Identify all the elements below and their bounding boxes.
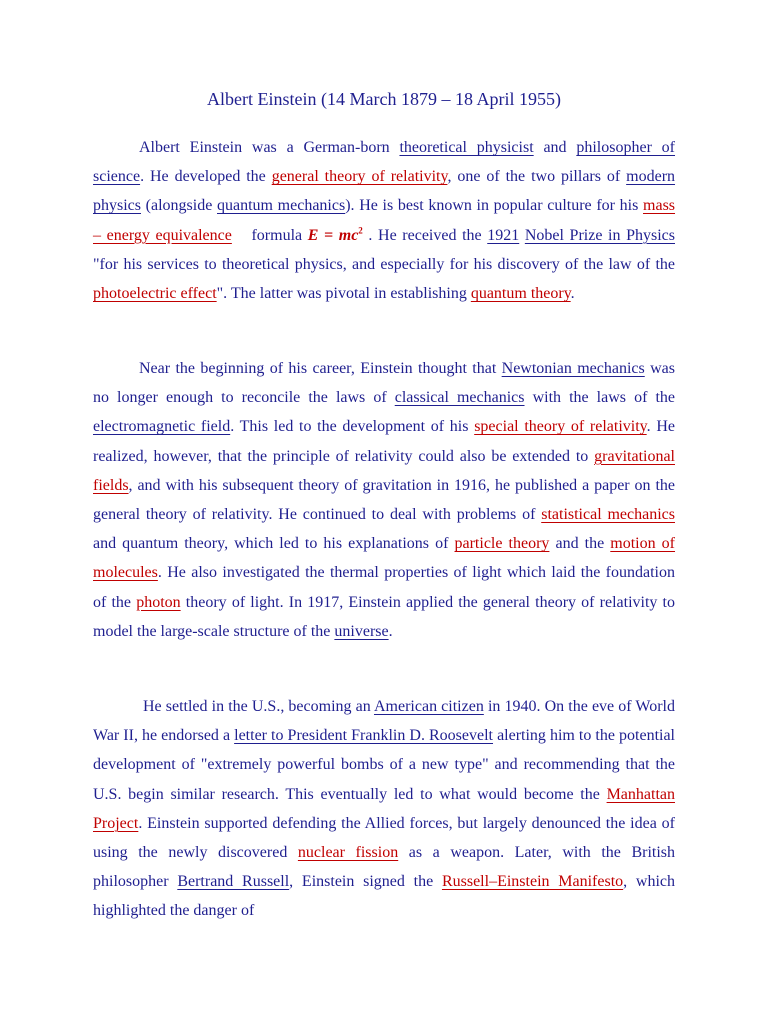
link-philosopher-of-science[interactable]: philosopher of science	[93, 139, 676, 186]
text: as a weapon. Later, with the British philosopher	[93, 844, 676, 891]
link-statistical-mechanics[interactable]: statistical mechanics	[541, 506, 675, 524]
paragraph-2	[93, 354, 675, 646]
text: . This led to the development of his	[230, 418, 475, 436]
equation-base: E = mc	[307, 226, 359, 244]
link-motion-of-molecules[interactable]: motion of molecules	[93, 535, 676, 582]
link-bertrand-russell[interactable]: Bertrand Russell	[177, 873, 290, 891]
text: .	[388, 622, 393, 640]
text: . Einstein supported defending the Allied forces, but largely denounced the idea of using the newly discovered	[93, 814, 675, 862]
link-particle-theory[interactable]: particle theory	[454, 535, 550, 553]
link-universe[interactable]: universe	[334, 622, 389, 640]
text: , Einstein signed the	[289, 873, 442, 891]
link-classical-mechanics[interactable]: classical mechanics	[394, 389, 525, 407]
link-general-relativity[interactable]: general theory of relativity	[271, 168, 448, 186]
text: He settled in the U.S., becoming an	[143, 698, 374, 715]
link-1921[interactable]: 1921	[487, 226, 520, 244]
text: , which highlighted the danger of	[93, 873, 675, 920]
link-manhattan-project[interactable]: Manhattan Project	[93, 785, 675, 832]
text: "for his services to theoretical physics, and especially for his discovery of the law of the	[93, 255, 675, 273]
text: . He also investigated the thermal properties of light which laid the foundation of the	[93, 564, 675, 611]
text: . He received the	[362, 226, 488, 244]
text: . He developed the	[140, 168, 272, 186]
link-quantum-theory[interactable]: quantum theory	[470, 285, 571, 303]
text: , and with his subsequent theory of gravitation in 1916, he published a paper on the general theory of relativity. He continued to deal with problems of	[93, 476, 675, 524]
text: and quantum theory, which led to his explanations of	[93, 535, 455, 553]
link-letter-to-roosevelt[interactable]: letter to President Franklin D. Roosevelt	[234, 727, 494, 745]
link-photon[interactable]: photon	[136, 593, 181, 611]
text: .	[570, 285, 575, 303]
paragraph-3	[93, 692, 675, 926]
text: theory of light. In 1917, Einstein applied the general theory of relativity to model the large-scale structure of the	[93, 593, 676, 640]
link-american-citizen[interactable]: American citizen	[373, 698, 484, 715]
link-nuclear-fission[interactable]: nuclear fission	[297, 844, 399, 862]
link-modern-physics[interactable]: modern physics	[93, 168, 676, 215]
text: alerting him to the potential development of "extremely powerful bombs of a new type" and recommending that the U.S. begin similar research. This eventually led to what would become the	[93, 727, 676, 803]
text: and the	[549, 535, 611, 553]
text: Near the beginning of his career, Einstein thought that	[139, 360, 502, 377]
link-quantum-mechanics[interactable]: quantum mechanics	[217, 197, 346, 215]
equation	[308, 227, 363, 244]
equation-exponent: 2	[358, 225, 363, 236]
text: with the laws of the	[524, 389, 676, 407]
link-mass-energy-equivalence[interactable]: mass – energy equivalence	[93, 197, 676, 244]
text: Albert Einstein was a German-born	[139, 139, 400, 156]
text: and	[533, 139, 577, 156]
text: . He realized, however, that the principle of relativity could also be extended to	[93, 418, 676, 465]
link-special-relativity[interactable]: special theory of relativity	[474, 418, 647, 436]
text: ". The latter was pivotal in establishing	[216, 285, 471, 303]
link-photoelectric-effect[interactable]: photoelectric effect	[93, 285, 217, 303]
link-nobel-prize-in-physics[interactable]: Nobel Prize in Physics	[524, 226, 675, 244]
page-title: Albert Einstein (14 March 1879 – 18 April 1955)	[207, 89, 561, 109]
text: (alongside	[141, 197, 217, 215]
text: in 1940. On the eve of World War II, he endorsed a	[93, 698, 676, 745]
text: was no longer enough to reconcile the laws of	[93, 360, 675, 407]
text: ). He is best known in popular culture for his	[345, 197, 644, 215]
text: formula	[245, 226, 308, 244]
link-gravitational-fields[interactable]: gravitational fields	[93, 447, 675, 494]
paragraph-1	[93, 133, 675, 308]
text: , one of the two pillars of	[447, 168, 627, 186]
link-russell-einstein-manifesto[interactable]: Russell–Einstein Manifesto	[441, 873, 624, 891]
link-newtonian-mechanics[interactable]: Newtonian mechanics	[501, 360, 645, 377]
link-theoretical-physicist[interactable]: theoretical physicist	[399, 139, 534, 156]
link-electromagnetic-field[interactable]: electromagnetic field	[93, 418, 231, 436]
